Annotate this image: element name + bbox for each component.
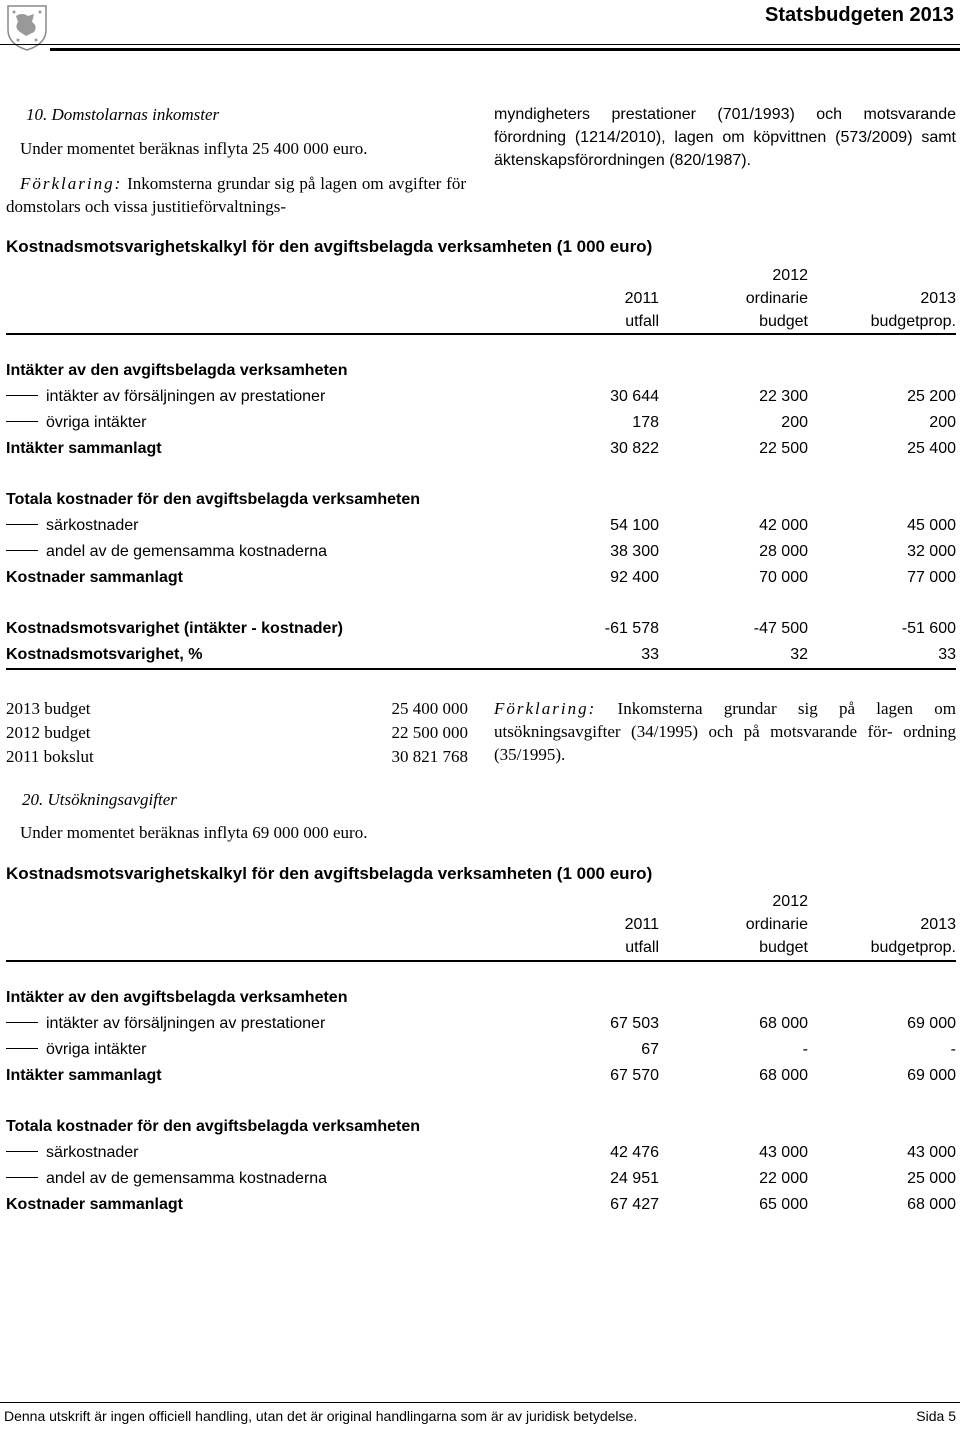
table-row [6, 644, 956, 666]
row-value-3: 77 000 [907, 569, 956, 586]
footer-disclaimer: Denna utskrift är ingen officiell handling, utan det är original handlingarna som är av juridisk betydelse. [4, 1408, 638, 1424]
section-10-left-text: Förklaring: Inkomsterna grundar sig på lagen om avgifter för domstolars och vissa justitieförvaltnings- [6, 174, 467, 216]
row-value-1: 178 [632, 414, 659, 431]
table-row [6, 1065, 956, 1087]
table-1-header-c2: 2012 ordinarie budget [745, 267, 808, 330]
table-row [6, 1142, 956, 1164]
budget-value: 25 400 000 [391, 699, 468, 718]
dash-mark [6, 395, 38, 396]
budget-value: 22 500 000 [391, 723, 468, 742]
budget-label: 2013 budget [6, 699, 91, 718]
row-label: Kostnader sammanlagt [6, 1196, 183, 1213]
dash-mark [6, 1151, 38, 1152]
section-10-heading: 10. Domstolarnas inkomster [26, 105, 220, 124]
row-value-2: 68 000 [759, 1015, 808, 1032]
row-value-2: 22 000 [759, 1170, 808, 1187]
row-value-3: 45 000 [907, 517, 956, 534]
row-label: Intäkter av den avgiftsbelagda verksamheten [6, 362, 348, 379]
section-20-heading: 20. Utsökningsavgifter [22, 790, 177, 809]
footer [4, 1408, 956, 1424]
budget-value: 30 821 768 [391, 747, 468, 766]
row-value-1: 33 [641, 646, 659, 663]
row-value-2: 65 000 [759, 1196, 808, 1213]
row-label: Intäkter av den avgiftsbelagda verksamheten [6, 989, 348, 1006]
table-2-header-c1: 2011 utfall [624, 916, 659, 956]
row-label: Totala kostnader för den avgiftsbelagda verksamheten [6, 1118, 421, 1135]
row-value-2: 42 000 [759, 517, 808, 534]
budget-row [6, 721, 468, 744]
table-row [6, 412, 956, 434]
row-label: andel av de gemensamma kostnaderna [6, 1168, 327, 1190]
table-row [6, 1168, 956, 1190]
table-row [6, 360, 956, 382]
dash-mark [6, 1177, 38, 1178]
table-bottom-rule [6, 668, 956, 670]
budget-label: 2012 budget [6, 723, 91, 742]
row-value-3: 68 000 [907, 1196, 956, 1213]
budget-row [6, 697, 468, 720]
row-value-1: -61 578 [604, 620, 659, 637]
row-value-2: 32 [790, 646, 808, 663]
row-value-1: 30 822 [610, 440, 659, 457]
table-1-header-c1: 2011 utfall [624, 290, 659, 330]
row-value-1: 30 644 [610, 388, 659, 405]
row-label: särkostnader [6, 515, 139, 537]
header-rule-thick [50, 48, 960, 51]
table-1-header-c3: 2013 budgetprop. [870, 290, 956, 330]
table-row [6, 438, 956, 460]
forklaring-label: Förklaring: [20, 174, 123, 193]
row-value-2: 200 [781, 414, 808, 431]
row-value-3: 33 [938, 646, 956, 663]
dash-mark [6, 1022, 38, 1023]
table-row [6, 1013, 956, 1035]
row-value-2: -47 500 [753, 620, 808, 637]
row-label: Kostnader sammanlagt [6, 569, 183, 586]
row-value-1: 24 951 [610, 1170, 659, 1187]
table-row [6, 1116, 956, 1138]
section-10-right-text: myndigheters prestationer (701/1993) och motsvarande förordning (1214/2010), lagen om köpvittnen (573/2009) samt äktenskapsförordningen (820/1987). [494, 106, 956, 169]
dash-mark [6, 524, 38, 525]
row-value-3: 32 000 [907, 543, 956, 560]
table-2-title: Kostnadsmotsvarighetskalkyl för den avgiftsbelagda verksamheten (1 000 euro) [6, 864, 653, 883]
row-label: Intäkter sammanlagt [6, 440, 162, 457]
section-10-note: Förklaring: Inkomsterna grundar sig på lagen om utsökningsavgifter (34/1995) och på motsvarande för- ordning (35/1995). [494, 699, 957, 764]
table-2-header-rule [6, 960, 956, 962]
row-label: intäkter av försäljningen av prestationer [6, 386, 325, 408]
dash-mark [6, 1048, 38, 1049]
row-label: Intäkter sammanlagt [6, 1067, 162, 1084]
row-value-1: 92 400 [610, 569, 659, 586]
table-row [6, 515, 956, 537]
row-label: Kostnadsmotsvarighet, % [6, 646, 203, 663]
row-value-3: 69 000 [907, 1067, 956, 1084]
budget-row [6, 745, 468, 768]
row-label: Kostnadsmotsvarighet (intäkter - kostnader) [6, 620, 343, 637]
table-1-header-rule [6, 333, 956, 335]
table-row [6, 541, 956, 563]
row-value-2: 28 000 [759, 543, 808, 560]
row-value-1: 67 503 [610, 1015, 659, 1032]
table-row [6, 489, 956, 511]
row-value-1: 67 427 [610, 1196, 659, 1213]
row-value-3: 25 400 [907, 440, 956, 457]
row-label: särkostnader [6, 1142, 139, 1164]
row-label: övriga intäkter [6, 1039, 147, 1061]
table-row [6, 618, 956, 640]
header-title: Statsbudgeten 2013 [765, 4, 954, 26]
row-value-2: 22 500 [759, 440, 808, 457]
page-number: Sida 5 [916, 1408, 956, 1424]
table-2-header-c3: 2013 budgetprop. [870, 916, 956, 956]
dash-mark [6, 550, 38, 551]
row-value-1: 38 300 [610, 543, 659, 560]
row-value-2: 43 000 [759, 1144, 808, 1161]
row-value-3: -51 600 [901, 620, 956, 637]
table-row [6, 987, 956, 1009]
table-1-title: Kostnadsmotsvarighetskalkyl för den avgiftsbelagda verksamheten (1 000 euro) [6, 237, 653, 256]
row-label: övriga intäkter [6, 412, 147, 434]
row-value-3: 69 000 [907, 1015, 956, 1032]
row-value-1: 67 570 [610, 1067, 659, 1084]
table-row [6, 567, 956, 589]
row-value-3: - [950, 1041, 956, 1058]
table-row [6, 1194, 956, 1216]
row-value-2: 22 300 [759, 388, 808, 405]
row-label: andel av de gemensamma kostnaderna [6, 541, 327, 563]
budget-label: 2011 bokslut [6, 747, 94, 766]
row-value-1: 54 100 [610, 517, 659, 534]
row-label: Totala kostnader för den avgiftsbelagda verksamheten [6, 491, 421, 508]
row-value-2: 68 000 [759, 1067, 808, 1084]
row-value-3: 25 000 [907, 1170, 956, 1187]
row-value-1: 67 [641, 1041, 659, 1058]
row-value-3: 25 200 [907, 388, 956, 405]
footer-rule [0, 1402, 960, 1403]
table-2-header-c2: 2012 ordinarie budget [745, 893, 808, 956]
table-row [6, 386, 956, 408]
row-value-1: 42 476 [610, 1144, 659, 1161]
row-value-3: 43 000 [907, 1144, 956, 1161]
dash-mark [6, 421, 38, 422]
section-20-intro: Under momentet beräknas inflyta 69 000 000 euro. [20, 823, 368, 842]
header-rule [0, 44, 960, 45]
row-value-2: - [802, 1041, 808, 1058]
row-label: intäkter av försäljningen av prestationer [6, 1013, 325, 1035]
table-row [6, 1039, 956, 1061]
section-10-intro: Under momentet beräknas inflyta 25 400 000 euro. [20, 139, 368, 158]
row-value-2: 70 000 [759, 569, 808, 586]
row-value-3: 200 [929, 414, 956, 431]
